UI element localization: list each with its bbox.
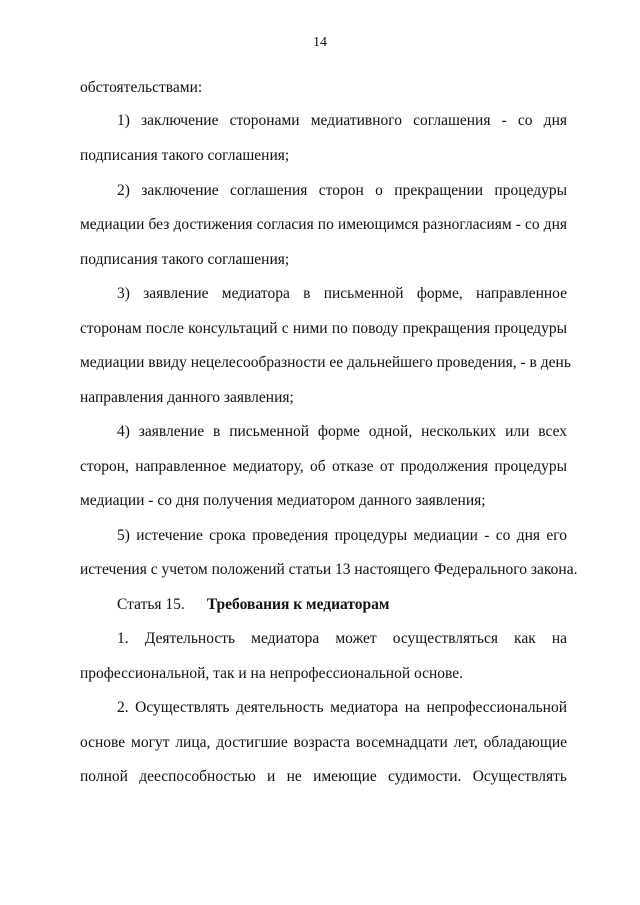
text-line: полной дееспособностью и не имеющие судимости. Осуществлять bbox=[80, 768, 567, 785]
text-line: сторонам после консультаций с ними по поводу прекращения процедуры bbox=[80, 320, 567, 337]
list-item-2: 2) заключение соглашения сторон о прекращении процедуры bbox=[117, 182, 567, 199]
list-item-4: 4) заявление в письменной форме одной, нескольких или всех bbox=[117, 423, 567, 440]
text-line: истечения с учетом положений статьи 13 настоящего Федерального закона. bbox=[80, 561, 578, 578]
article-heading bbox=[117, 595, 567, 615]
text-line: подписания такого соглашения; bbox=[80, 251, 290, 268]
article-number: Статья 15. bbox=[117, 596, 185, 613]
text-line: профессиональной, так и на непрофессиональной основе. bbox=[80, 665, 464, 682]
article-item-2: 2. Осуществлять деятельность медиатора на непрофессиональной bbox=[117, 699, 567, 716]
text-line: медиации без достижения согласия по имеющимся разногласиям - со дня bbox=[80, 216, 567, 233]
text-line: медиации - со дня получения медиатором данного заявления; bbox=[80, 492, 486, 509]
list-item-1: 1) заключение сторонами медиативного соглашения - со дня bbox=[117, 112, 567, 129]
text-line: направления данного заявления; bbox=[80, 389, 294, 406]
list-item-5: 5) истечение срока проведения процедуры медиации - со дня его bbox=[117, 527, 567, 544]
text-line: основе могут лица, достигшие возраста восемнадцати лет, обладающие bbox=[80, 734, 567, 751]
text-line: медиации ввиду нецелесообразности ее дальнейшего проведения, - в день bbox=[80, 354, 571, 371]
text-line: подписания такого соглашения; bbox=[80, 147, 290, 164]
article-item-1: 1. Деятельность медиатора может осуществляться как на bbox=[117, 630, 567, 647]
article-title: Требования к медиаторам bbox=[206, 596, 390, 613]
page-number: 14 bbox=[313, 35, 327, 50]
list-item-3: 3) заявление медиатора в письменной форме, направленное bbox=[117, 285, 567, 302]
text-line: сторон, направленное медиатору, об отказе от продолжения процедуры bbox=[80, 458, 567, 475]
text-line: обстоятельствами: bbox=[80, 79, 203, 96]
